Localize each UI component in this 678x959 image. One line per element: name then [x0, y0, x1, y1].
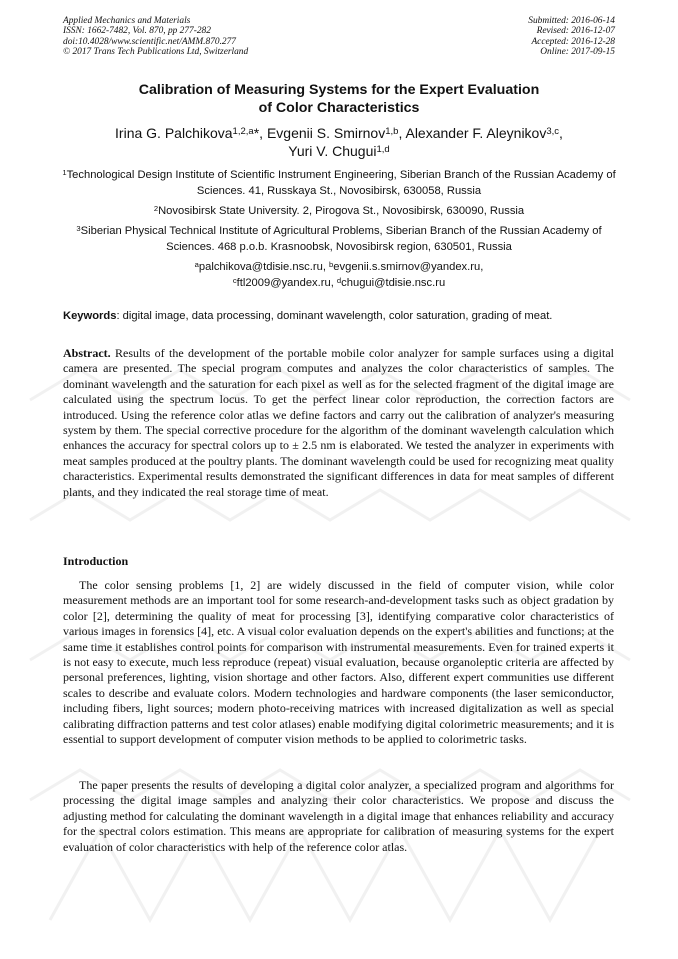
journal-doi: doi:10.4028/www.scientific.net/AMM.870.277 [63, 36, 236, 47]
journal-name: Applied Mechanics and Materials [63, 16, 191, 26]
abstract [63, 346, 614, 500]
author-separator: , [398, 125, 406, 141]
author-list [60, 124, 618, 160]
introduction-paragraph-1: The color sensing problems [1, 2] are widely discussed in the field of computer vision, while color measurement methods are an important tool for some research-and-development tasks such as object gradation by color [2], determining the quality of meat for processing [3], identifying comparative color characteristics of various images in forensics [4], etc. A visual color evaluation depends on the expert's abilities and functions; at the same time it establishes control points for comparison with instrumental measurements. Even for trained experts it is not easy to execute, much less reproduce (repeat) visual evaluation, because organoleptic criteria are affected by personal preferences, lighting, vision shortage and other factors. Also, different expert communities use different scales to describe and evaluate colors. Modern technologies and hardware components (the laser semiconductor, including fibers, light sources; modern photo-receiving matrices with increased digitalization as well as special calibrating diffraction patterns and test color atlases) enable modifying digital colorimetric measurements; and it is essential to support development of computer vision methods to be applied to colorimetric tasks. [63, 578, 614, 747]
email-address[interactable]: ftl2009@yandex.ru, [236, 277, 337, 289]
title-line-2: of Color Characteristics [258, 99, 420, 116]
journal-copyright: © 2017 Trans Tech Publications Ltd, Switzerland [63, 46, 249, 57]
date-accepted: Accepted: 2016-12-28 [531, 36, 615, 47]
keywords-label: Keywords [63, 310, 117, 322]
affiliation-text: Technological Design Institute of Scientific Instrument Engineering, Siberian Branch of the Russian Academy of Sciences. 41, Russkaya St., Novosibirsk, 630058, Russia [66, 169, 616, 197]
date-revised: Revised: 2016-12-07 [536, 26, 615, 37]
author-affil-sup: 1,d [376, 143, 390, 155]
author-affil-sup: 1,2,a [232, 125, 254, 137]
affiliation-number: 3 [76, 223, 81, 233]
affiliation-2 [60, 203, 618, 219]
affiliation-1 [60, 167, 618, 199]
email-list [60, 259, 618, 291]
keywords [63, 309, 623, 323]
journal-info [63, 16, 248, 57]
paper-title [60, 82, 618, 117]
publication-dates [528, 16, 615, 57]
email-address[interactable]: chugui@tdisie.nsc.ru [341, 277, 446, 289]
date-online: Online: 2017-09-15 [540, 46, 615, 57]
keywords-text: : digital image, data processing, dominant wavelength, color saturation, grading of meat. [116, 310, 553, 322]
author-affil-sup: 3,c [546, 125, 560, 137]
author-name: Evgenii S. Smirnov [266, 125, 386, 141]
affiliation-text: Siberian Physical Technical Institute of Agricultural Problems, Siberian Branch of the Russian Academy of Sciences. 468 p.o.b. Krasnoobsk, Novosibirsk region, 630501, Russia [80, 225, 602, 253]
affiliation-number: 1 [62, 167, 67, 177]
author-separator: *, [253, 125, 267, 141]
affiliation-text: Novosibirsk State University. 2, Pirogova St., Novosibirsk, 630090, Russia [158, 205, 525, 217]
abstract-label: Abstract. [63, 346, 111, 360]
author-name: Irina G. Palchikova [115, 125, 233, 141]
author-name: Alexander F. Aleynikov [405, 125, 547, 141]
introduction-paragraph-2: The paper presents the results of developing a digital color analyzer, a specialized program and algorithms for processing the digital image samples and analyzing their color characteristics. We propose and discuss the adjusting method for calculating the dominant wavelength in a digital image that enhances reliability and accuracy for the spectral colors estimation. This means are appropriate for calibration of measuring systems for the expert evaluation of color characteristics with help of the reference color atlas. [63, 778, 614, 854]
email-sup: a [194, 259, 199, 269]
title-line-1: Calibration of Measuring Systems for the Expert Evaluation [138, 82, 540, 98]
author-name: Yuri V. Chugui [288, 143, 377, 159]
author-affil-sup: 1,b [385, 125, 399, 137]
email-sup: b [329, 259, 334, 269]
email-sup: c [232, 275, 237, 285]
author-separator: , [559, 125, 563, 141]
email-address[interactable]: evgenii.s.smirnov@yandex.ru, [333, 261, 484, 273]
affiliation-number: 2 [153, 203, 159, 213]
abstract-text: Results of the development of the portable mobile color analyzer for sample surfaces using a digital camera are presented. The special program computes and analyzes the color characteristics of samples. The dominant wavelength and the saturation for each pixel as well as for the selected fragment of the digital image are calculated using the spectrum locus. To get the perfect linear color reproduction, the correction factors are introduced. Using the reference color atlas we define factors and carry out the calibration of analyzer's measuring system by them. The special corrective procedure for the algorithm of the dominant wavelength calculation which enhances the accuracy for spectral colors up to ± 2.5 nm is elaborated. We tested the analyzer in experiments with meat samples produced at the poultry plants. The dominant wavelength could be used for recognizing meat quality characteristics. Experimental results demonstrated the significant differences in data for meat samples of different plants, and they indicated the real storage time of meat. [63, 346, 614, 499]
date-submitted: Submitted: 2016-06-14 [528, 16, 615, 26]
affiliation-3 [60, 223, 618, 255]
email-address[interactable]: palchikova@tdisie.nsc.ru, [198, 261, 330, 273]
journal-issn: ISSN: 1662-7482, Vol. 870, pp 277-282 [63, 26, 211, 37]
section-heading-introduction: Introduction [63, 554, 129, 568]
email-sup: d [336, 275, 342, 285]
